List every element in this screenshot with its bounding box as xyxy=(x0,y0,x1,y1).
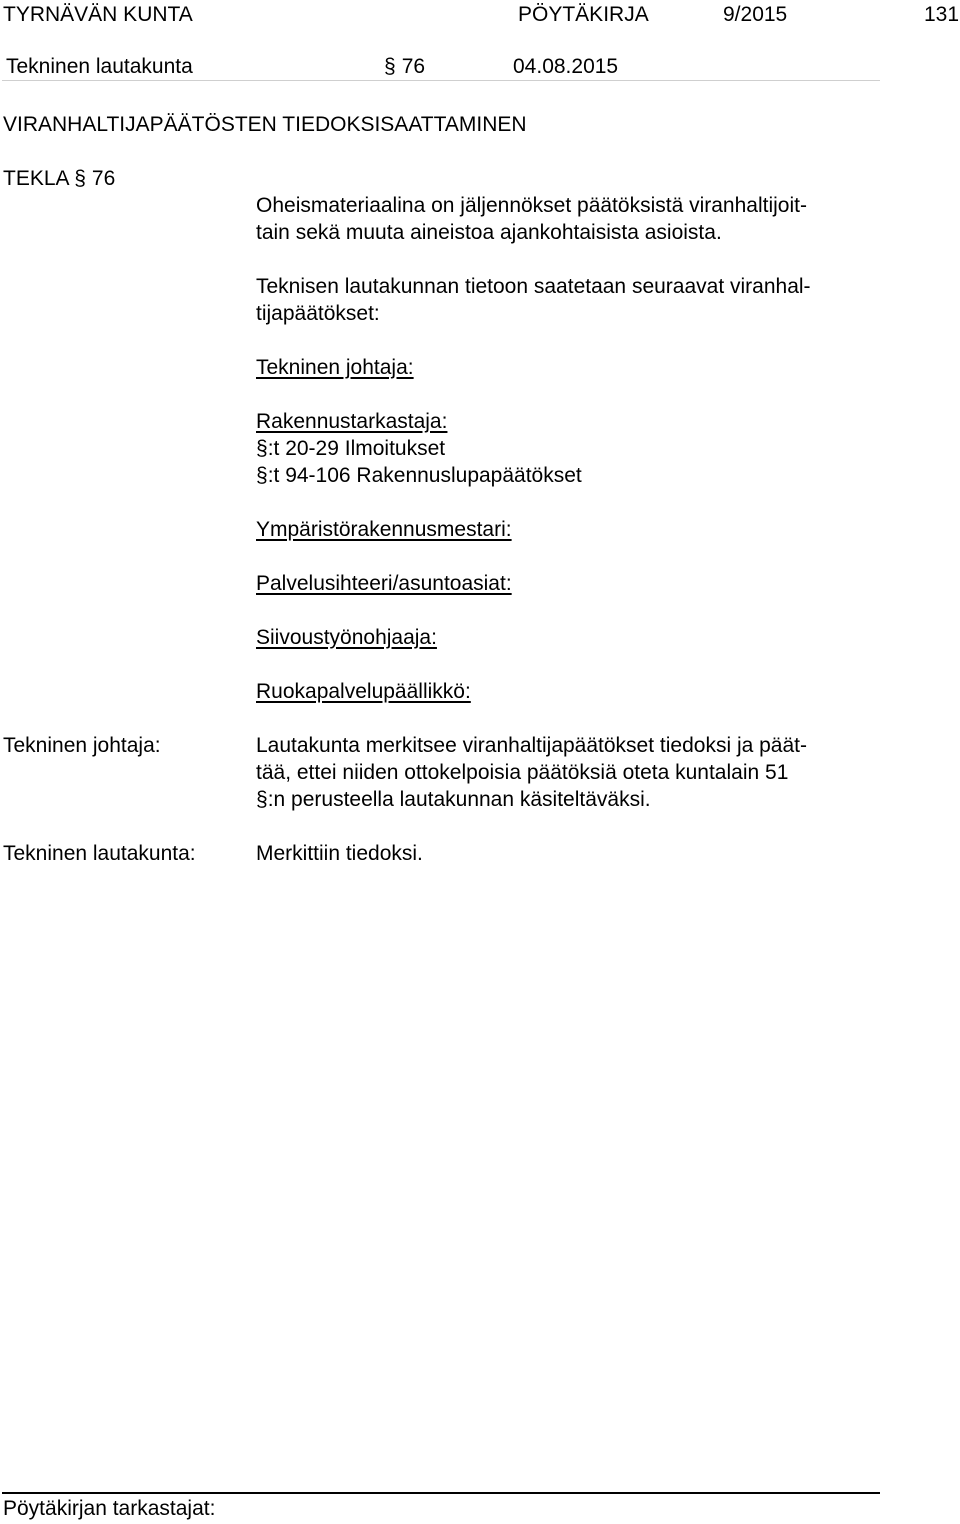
proposal-line-3-text: :n perusteella lautakunnan käsiteltäväksi. xyxy=(267,788,651,811)
official-technical-director: Tekninen johtaja: xyxy=(256,356,414,379)
document-type: PÖYTÄKIRJA xyxy=(518,3,649,26)
paragraph-1-line-1: Oheismateriaalina on jäljennökset päätöksistä viranhaltijoit- xyxy=(256,194,807,217)
case-number: 76 xyxy=(91,167,116,190)
page-number: 131 xyxy=(924,3,960,26)
municipality-name: TYRNÄVÄN KUNTA xyxy=(3,3,193,26)
proposal-line-1: Lautakunta merkitsee viranhaltijapäätökset tiedoksi ja päät- xyxy=(256,734,807,757)
header-section xyxy=(384,53,425,80)
proposal-line-2: tää, ettei niiden ottokelpoisia päätöksiä oteta kuntalain 51 xyxy=(256,761,789,784)
building-inspector-item-2 xyxy=(256,462,582,489)
official-cleaning-supervisor: Siivoustyönohjaaja: xyxy=(256,626,437,649)
section-sign: § xyxy=(74,167,86,190)
meeting-date: 04.08.2015 xyxy=(513,55,619,78)
document-number: 9/2015 xyxy=(723,3,788,26)
paragraph-2-line-2: tijapäätökset: xyxy=(256,302,380,325)
section-sign: § xyxy=(256,788,268,811)
section-sign: § xyxy=(256,437,268,460)
decision-text: Merkittiin tiedoksi. xyxy=(256,842,423,865)
page-title: VIRANHALTIJAPÄÄTÖSTEN TIEDOKSISAATTAMINEN xyxy=(3,113,527,136)
paragraph-2-line-1: Teknisen lautakunnan tietoon saatetaan seuraavat viranhal- xyxy=(256,275,811,298)
proposal-line-3 xyxy=(256,786,651,813)
paragraph-1-line-2: tain sekä muuta aineistoa ajankohtaisista asioista. xyxy=(256,221,722,244)
board-name: Tekninen lautakunta xyxy=(6,55,193,78)
item-text: :t 20-29 Ilmoitukset xyxy=(267,437,446,460)
header-divider xyxy=(2,80,880,81)
proposal-label: Tekninen johtaja: xyxy=(3,734,161,757)
case-id xyxy=(3,165,115,192)
decision-label: Tekninen lautakunta: xyxy=(3,842,196,865)
section-sign: § xyxy=(256,464,268,487)
official-food-service-manager: Ruokapalvelupäällikkö: xyxy=(256,680,471,703)
case-label: TEKLA xyxy=(3,167,69,190)
footer-divider xyxy=(2,1492,880,1494)
official-building-inspector: Rakennustarkastaja: xyxy=(256,410,448,433)
item-text: :t 94-106 Rakennuslupapäätökset xyxy=(267,464,582,487)
building-inspector-item-1 xyxy=(256,435,445,462)
official-service-secretary: Palvelusihteeri/asuntoasiat: xyxy=(256,572,512,595)
header-section-number: 76 xyxy=(401,55,426,78)
section-sign: § xyxy=(384,55,396,78)
inspectors-label: Pöytäkirjan tarkastajat: xyxy=(3,1497,216,1520)
official-environment-foreman: Ympäristörakennusmestari: xyxy=(256,518,512,541)
